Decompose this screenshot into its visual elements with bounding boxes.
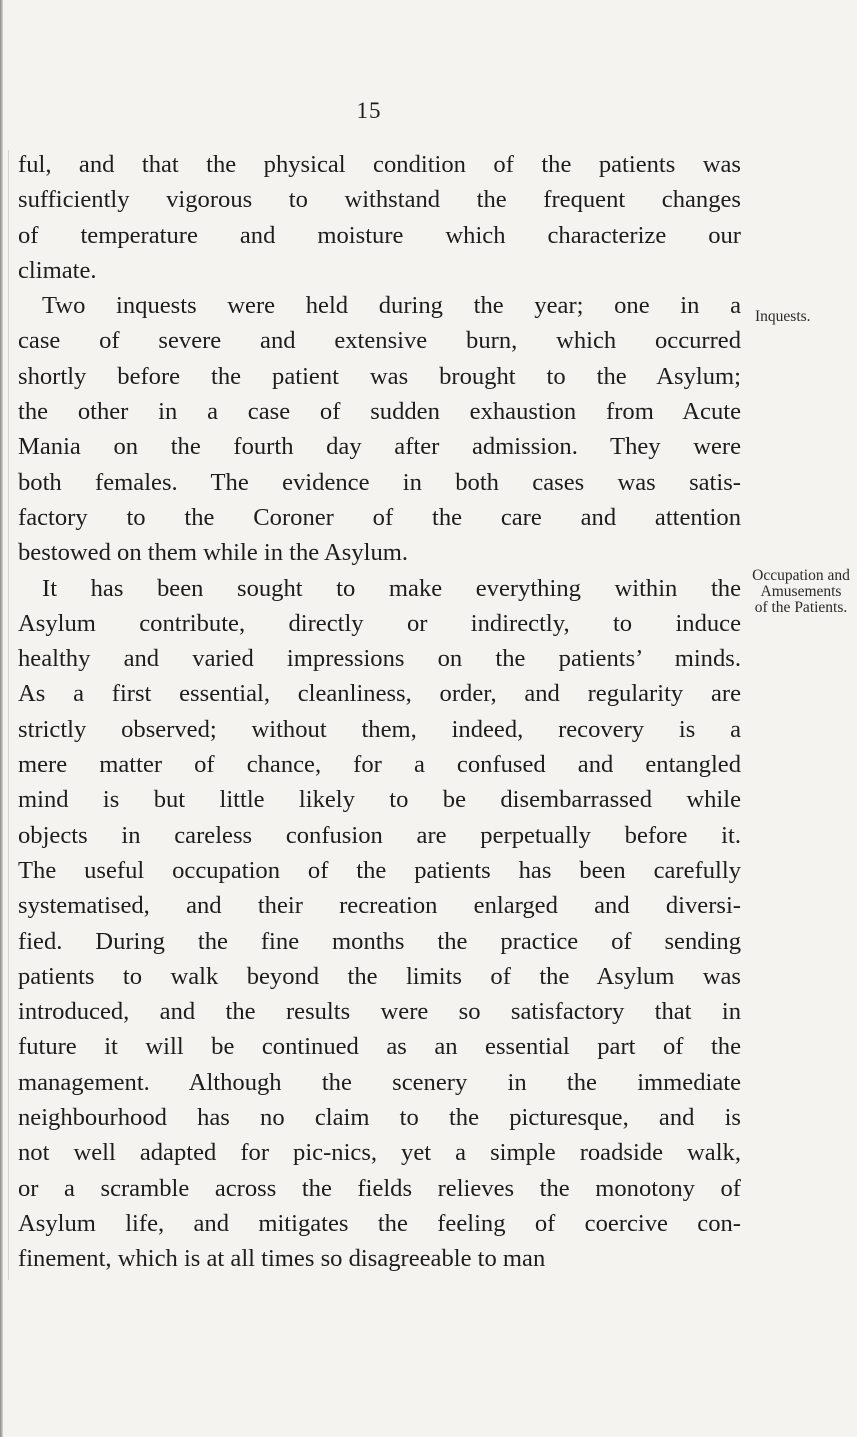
text-line: not well adapted for pic-nics, yet a simple roadside walk, xyxy=(18,1139,741,1167)
text-line: finement, which is at all times so disagreeable to man xyxy=(18,1245,546,1273)
text-line: As a first essential, cleanliness, order, and regularity are xyxy=(18,680,741,708)
margin-note-inquests: Inquests. xyxy=(755,308,811,325)
text-line: mere matter of chance, for a confused and entangled xyxy=(18,751,741,779)
text-line: climate. xyxy=(18,256,97,284)
text-line: sufficiently vigorous to withstand the frequent changes xyxy=(18,186,741,214)
text-line: The useful occupation of the patients has been carefully xyxy=(18,856,741,884)
text-line: introduced, and the results were so satisfactory that in xyxy=(18,998,741,1026)
text-line: patients to walk beyond the limits of the Asylum was xyxy=(18,962,741,990)
text-line: shortly before the patient was brought to the Asylum; xyxy=(18,362,741,390)
text-line: case of severe and extensive burn, which occurred xyxy=(18,327,741,355)
text-line: healthy and varied impressions on the patients’ minds. xyxy=(18,645,741,673)
text-line: systematised, and their recreation enlarged and diversi- xyxy=(18,892,741,920)
text-line: It has been sought to make everything within the xyxy=(42,574,741,602)
text-line: bestowed on them while in the Asylum. xyxy=(18,539,409,567)
page-binding-edge xyxy=(0,0,3,1437)
text-line: Mania on the fourth day after admission. They were xyxy=(18,433,741,461)
text-line: management. Although the scenery in the immediate xyxy=(18,1068,741,1096)
text-line: ful, and that the physical condition of the patients was xyxy=(18,151,741,178)
text-line: fied. During the fine months the practice of sending xyxy=(18,927,741,955)
body-text xyxy=(18,147,741,1277)
text-line: of temperature and moisture which characterize our xyxy=(18,221,741,249)
margin-note-occupation-line: Amusements xyxy=(760,583,842,600)
text-line: strictly observed; without them, indeed, recovery is a xyxy=(18,715,741,743)
margin-note-occupation xyxy=(745,568,857,616)
text-line: Asylum contribute, directly or indirectly, to induce xyxy=(18,609,741,637)
text-line: factory to the Coroner of the care and attention xyxy=(18,503,741,531)
margin-note-occupation-line: of the Patients. xyxy=(754,599,848,616)
text-line: future it will be continued as an essential part of the xyxy=(18,1033,741,1061)
text-line: both females. The evidence in both cases was satis- xyxy=(18,468,741,496)
page-number: 15 xyxy=(356,98,382,123)
margin-note-occupation-line: Occupation and xyxy=(752,567,850,584)
text-line: mind is but little likely to be disembarrassed while xyxy=(18,786,741,814)
text-line: neighbourhood has no claim to the picturesque, and is xyxy=(18,1104,741,1132)
text-line: Two inquests were held during the year; one in a xyxy=(42,292,741,320)
text-line: the other in a case of sudden exhaustion from Acute xyxy=(18,398,741,426)
gutter-shadow-line xyxy=(8,150,9,1280)
text-line: or a scramble across the fields relieves the monotony of xyxy=(18,1174,741,1202)
text-line: objects in careless confusion are perpetually before it. xyxy=(18,821,741,849)
text-line: Asylum life, and mitigates the feeling of coercive con- xyxy=(18,1209,741,1237)
